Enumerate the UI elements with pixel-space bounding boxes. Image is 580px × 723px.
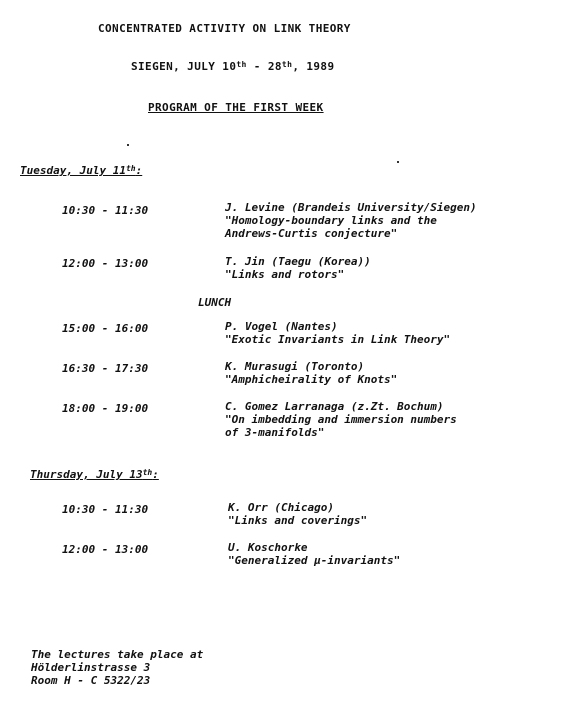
year: , 1989: [292, 60, 335, 73]
talk-speaker: P. Vogel (Nantes): [225, 320, 338, 333]
ordinal-suffix: th: [281, 60, 293, 69]
venue-line: Hölderlinstrasse 3: [31, 661, 151, 674]
speck: [127, 144, 129, 146]
talk-speaker: K. Murasugi (Toronto): [225, 360, 365, 373]
speck: [397, 161, 399, 163]
venue-line: Room H - C 5322/23: [31, 674, 151, 687]
day-colon: :: [135, 164, 143, 177]
talk-entry: [225, 320, 450, 346]
ordinal-suffix: th: [142, 468, 153, 477]
day-colon: :: [152, 468, 159, 481]
venue-line: The lectures take place at: [31, 648, 204, 661]
talk-title-line: of 3-manifolds": [225, 426, 325, 439]
talk-time: 10:30 - 11:30: [62, 204, 149, 217]
talk-title-line: "Links and rotors": [225, 268, 345, 281]
talk-time: 18:00 - 19:00: [62, 402, 149, 415]
ordinal-suffix: th: [236, 60, 247, 69]
talk-speaker: J. Levine (Brandeis University/Siegen): [225, 201, 477, 214]
day-heading-thursday: [30, 468, 159, 481]
talk-entry: [228, 501, 367, 527]
ordinal-suffix: th: [125, 164, 136, 173]
day-label: Tuesday, July 11: [20, 164, 126, 177]
talk-title-line: "Amphicheirality of Knots": [225, 373, 398, 386]
talk-title-line: "Links and coverings": [228, 514, 368, 527]
location-dates-prefix: SIEGEN, JULY 10: [131, 60, 237, 73]
date-range-end: - 28: [246, 60, 282, 73]
talk-time: 10:30 - 11:30: [62, 503, 149, 516]
talk-title-line: "Exotic Invariants in Link Theory": [225, 333, 451, 346]
day-label: Thursday, July 13: [30, 468, 143, 481]
program-title: PROGRAM OF THE FIRST WEEK: [148, 101, 324, 114]
lunch-break: LUNCH: [198, 296, 232, 309]
talk-speaker: T. Jin (Taegu (Korea)): [225, 255, 371, 268]
day-heading-tuesday: [20, 164, 142, 177]
talk-entry: [225, 201, 477, 240]
talk-entry: [225, 255, 371, 281]
location-dates: [131, 60, 334, 73]
talk-entry: [228, 541, 400, 567]
talk-time: 15:00 - 16:00: [62, 322, 149, 335]
document-title: CONCENTRATED ACTIVITY ON LINK THEORY: [98, 22, 351, 35]
talk-entry: [225, 360, 397, 386]
talk-time: 16:30 - 17:30: [62, 362, 149, 375]
talk-title-line: "Generalized μ-invariants": [228, 554, 401, 567]
talk-entry: [225, 400, 457, 439]
talk-speaker: C. Gomez Larranaga (z.Zt. Bochum): [225, 400, 444, 413]
talk-time: 12:00 - 13:00: [62, 257, 149, 270]
talk-time: 12:00 - 13:00: [62, 543, 149, 556]
talk-speaker: K. Orr (Chicago): [228, 501, 334, 514]
venue-note: [31, 648, 203, 687]
talk-title-line: "Homology-boundary links and the: [225, 214, 437, 227]
talk-title-line: Andrews-Curtis conjecture": [225, 227, 398, 240]
talk-title-line: "On imbedding and immersion numbers: [225, 413, 457, 426]
talk-speaker: U. Koschorke: [228, 541, 308, 554]
